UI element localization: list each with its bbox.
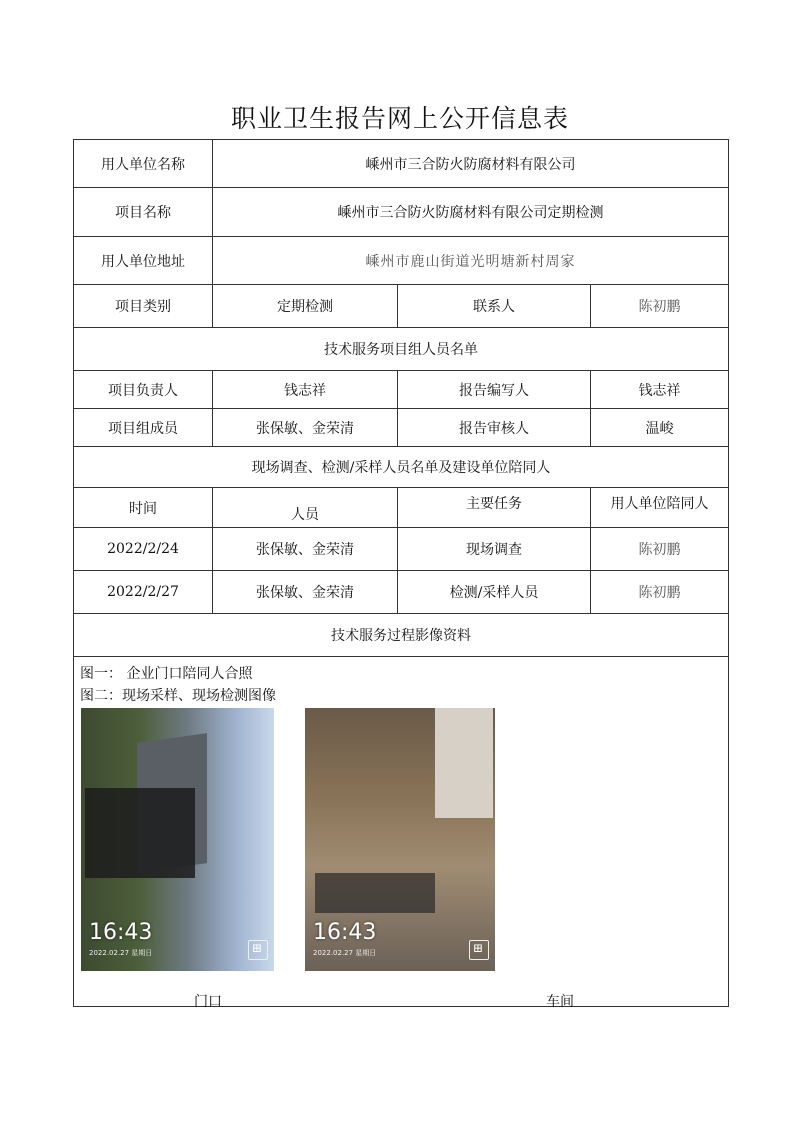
leader-value: 钱志祥	[213, 371, 398, 409]
table-row	[74, 371, 729, 409]
survey-escort: 陈初鹏	[591, 571, 729, 614]
reviewer-label: 报告审核人	[398, 409, 591, 447]
table-row	[74, 409, 729, 447]
writer-label: 报告编写人	[398, 371, 591, 409]
grid-icon	[469, 940, 489, 960]
grid-icon	[248, 940, 268, 960]
col-person: 人员	[213, 488, 398, 528]
address-value: 嵊州市鹿山街道光明塘新村周家	[213, 237, 729, 285]
table-row	[74, 488, 729, 528]
survey-time: 2022/2/27	[74, 571, 213, 614]
address-label: 用人单位地址	[74, 237, 213, 285]
table-row	[74, 657, 729, 1007]
photo-tripod	[315, 873, 435, 913]
reviewer-value: 温峻	[591, 409, 729, 447]
table-row	[74, 285, 729, 328]
figure-caption-2: 图二：现场采样、现场检测图像	[80, 688, 276, 704]
project-name-label: 项目名称	[74, 188, 213, 237]
col-task: 主要任务	[398, 488, 591, 528]
info-table	[73, 139, 729, 1010]
category-label: 项目类别	[74, 285, 213, 328]
leader-label: 项目负责人	[74, 371, 213, 409]
table-row	[74, 140, 729, 188]
table-row	[74, 528, 729, 571]
survey-person: 张保敏、金荣清	[213, 528, 398, 571]
unit-name-value: 嵊州市三合防火防腐材料有限公司	[213, 140, 729, 188]
members-label: 项目组成员	[74, 409, 213, 447]
photo-workshop	[305, 708, 495, 971]
table-row	[74, 188, 729, 237]
photo-time: 16:43	[89, 920, 153, 945]
table-row	[74, 571, 729, 614]
images-area	[74, 657, 728, 1010]
unit-name-label: 用人单位名称	[74, 140, 213, 188]
images-header: 技术服务过程影像资料	[74, 614, 729, 657]
survey-person: 张保敏、金荣清	[213, 571, 398, 614]
survey-time: 2022/2/24	[74, 528, 213, 571]
members-value: 张保敏、金荣清	[213, 409, 398, 447]
col-escort: 用人单位陪同人	[591, 488, 729, 528]
table-row	[74, 447, 729, 488]
photo-time: 16:43	[313, 920, 377, 945]
figure-caption-1: 图一： 企业门口陪同人合照	[80, 666, 253, 682]
photo-stamp: 2022.02.27 星期日	[89, 949, 153, 957]
writer-value: 钱志祥	[591, 371, 729, 409]
photo-label-entrance: 门口	[194, 994, 222, 1010]
survey-header: 现场调查、检测/采样人员名单及建设单位陪同人	[74, 447, 729, 488]
project-name-value: 嵊州市三合防火防腐材料有限公司定期检测	[213, 188, 729, 237]
photo-window	[435, 708, 493, 818]
table-row	[74, 237, 729, 285]
contact-label: 联系人	[398, 285, 591, 328]
team-header: 技术服务项目组人员名单	[74, 328, 729, 371]
survey-task: 检测/采样人员	[398, 571, 591, 614]
col-time: 时间	[74, 488, 213, 528]
photo-label-workshop: 车间	[546, 994, 574, 1010]
photo-entrance	[81, 708, 274, 971]
images-cell	[74, 657, 729, 1010]
table-row	[74, 328, 729, 371]
table-row	[74, 614, 729, 657]
survey-task: 现场调查	[398, 528, 591, 571]
page-title: 职业卫生报告网上公开信息表	[230, 104, 569, 133]
photo-people	[85, 788, 195, 878]
photo-stamp: 2022.02.27 星期日	[313, 949, 377, 957]
category-value: 定期检测	[213, 285, 398, 328]
survey-escort: 陈初鹏	[591, 528, 729, 571]
contact-value: 陈初鹏	[591, 285, 729, 328]
